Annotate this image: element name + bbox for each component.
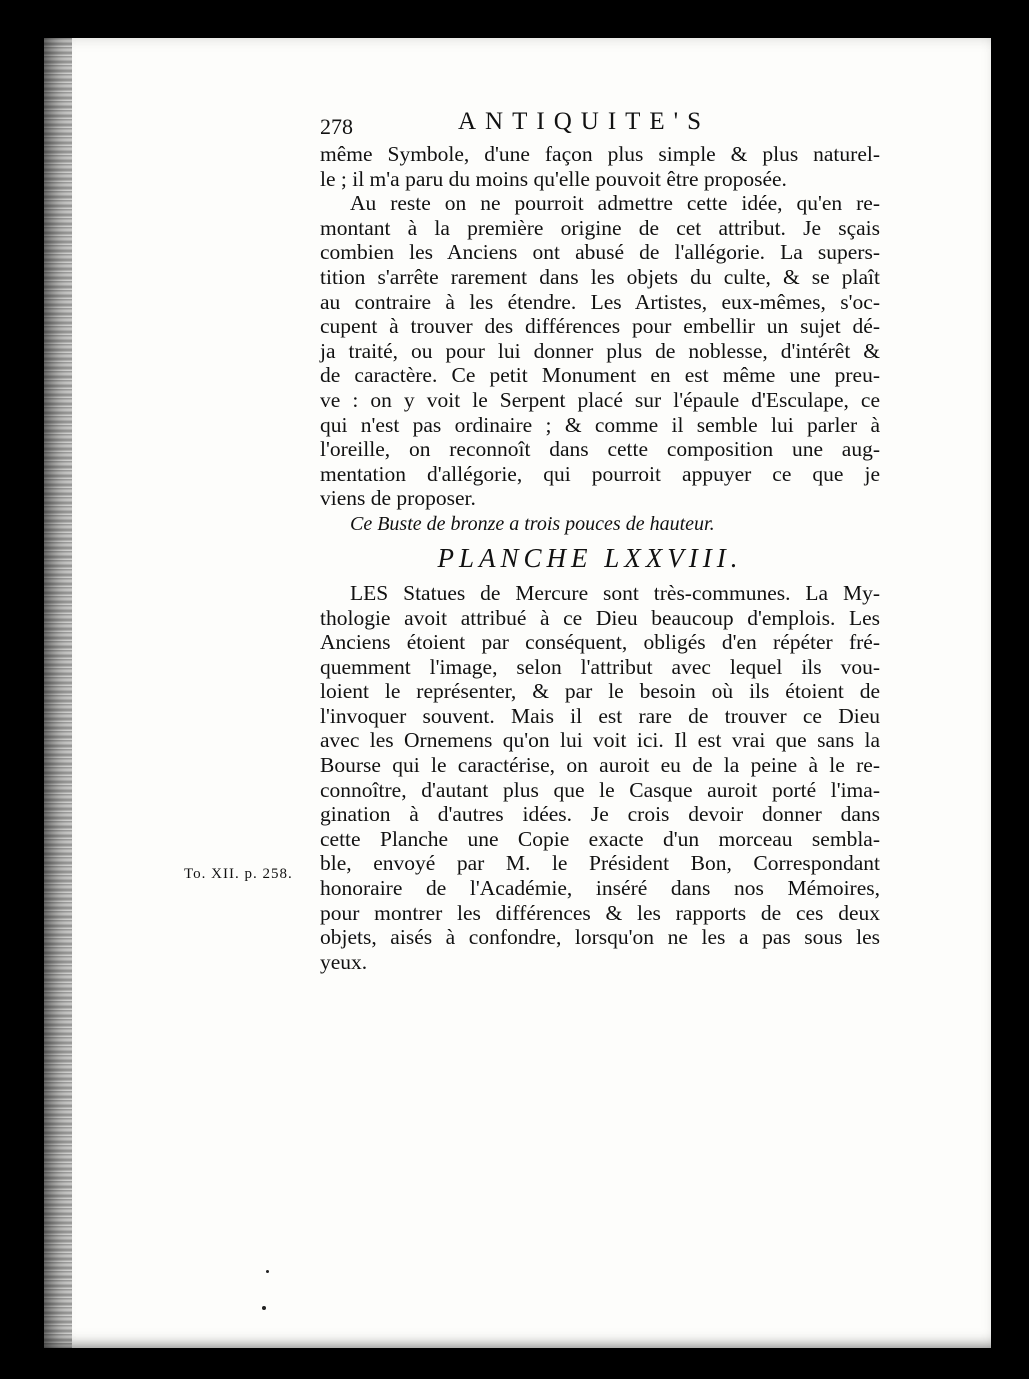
- text-line: connoître, d'autant plus que le Casque auroit porté l'ima-: [320, 777, 880, 802]
- text-line: Bourse qui le caractérise, on auroit eu de la peine à le re-: [320, 753, 880, 778]
- text-line: combien les Anciens ont abusé de l'allégorie. La supers-: [320, 240, 880, 265]
- text-line: montant à la première origine de cet attribut. Je sçais: [320, 215, 880, 240]
- text-line: le ; il m'a paru du moins qu'elle pouvoit être proposée.: [320, 166, 787, 191]
- text-line: avec les Ornemens qu'on lui voit ici. Il est vrai que sans la: [320, 728, 880, 753]
- text-line: cupent à trouver des différences pour embellir un sujet dé-: [320, 314, 880, 339]
- paragraph-1: [320, 142, 880, 191]
- text-line: ve : on y voit le Serpent placé sur l'épaule d'Esculape, ce: [320, 387, 880, 412]
- text-line: honoraire de l'Académie, inséré dans nos Mémoires,: [320, 876, 880, 901]
- running-title: ANTIQUITE'S: [458, 108, 711, 135]
- plate-heading: PLANCHE LXXVIII.: [437, 542, 743, 573]
- text-line: Anciens étoient par conséquent, obligés d'en répéter fré-: [320, 630, 880, 655]
- text-line: au contraire à les étendre. Les Artistes, eux-mêmes, s'oc-: [320, 289, 880, 314]
- text-line: cette Planche une Copie exacte d'un morceau sembla-: [320, 826, 880, 851]
- text-line: tition s'arrête rarement dans les objets du culte, & se plaît: [320, 264, 880, 289]
- text-line: pour montrer les différences & les rapports de ces deux: [320, 900, 880, 925]
- text-line: de caractère. Ce petit Monument en est même une preu-: [320, 363, 880, 388]
- text-line: yeux.: [320, 949, 368, 974]
- text-line: ja traité, ou pour lui donner plus de noblesse, d'intérêt &: [320, 338, 880, 363]
- text-line: ble, envoyé par M. le Président Bon, Correspondant: [320, 851, 880, 876]
- text-line: thologie avoit attribué à ce Dieu beaucoup d'emplois. Les: [320, 605, 880, 630]
- text-line: viens de proposer.: [320, 486, 476, 511]
- text-line: Au reste on ne pourroit admettre cette idée, qu'en re-: [350, 191, 880, 216]
- text-line: qui n'est pas ordinaire ; & comme il semble lui parler à: [320, 412, 880, 437]
- ink-speck: [266, 1270, 269, 1273]
- page-number: 278: [320, 114, 353, 139]
- paragraph-2: [320, 191, 880, 511]
- text-line: quemment l'image, selon l'attribut avec lequel ils vou-: [320, 654, 880, 679]
- text-line: gination à d'autres idées. Je crois devoir donner dans: [320, 802, 880, 827]
- text-line: LES Statues de Mercure sont très-communes. La My-: [350, 580, 880, 605]
- running-head: [320, 108, 880, 142]
- text-line: objets, aisés à confondre, lorsqu'on ne les a pas sous les: [320, 925, 880, 950]
- text-line: loient le représenter, & par le besoin où ils étoient de: [320, 679, 880, 704]
- margin-note: To. XII. p. 258.: [184, 866, 293, 882]
- ink-speck: [262, 1306, 266, 1310]
- text-line: même Symbole, d'une façon plus simple & plus naturel-: [320, 142, 880, 166]
- plate-paragraph: [320, 581, 880, 975]
- text-column: [320, 108, 880, 974]
- text-line: l'oreille, on reconnoît dans cette composition une aug-: [320, 437, 880, 462]
- figure-caption: Ce Buste de bronze a trois pouces de hauteur.: [350, 512, 715, 535]
- text-line: mentation d'allégorie, qui pourroit appuyer ce que je: [320, 461, 880, 486]
- text-line: l'invoquer souvent. Mais il est rare de trouver ce Dieu: [320, 703, 880, 728]
